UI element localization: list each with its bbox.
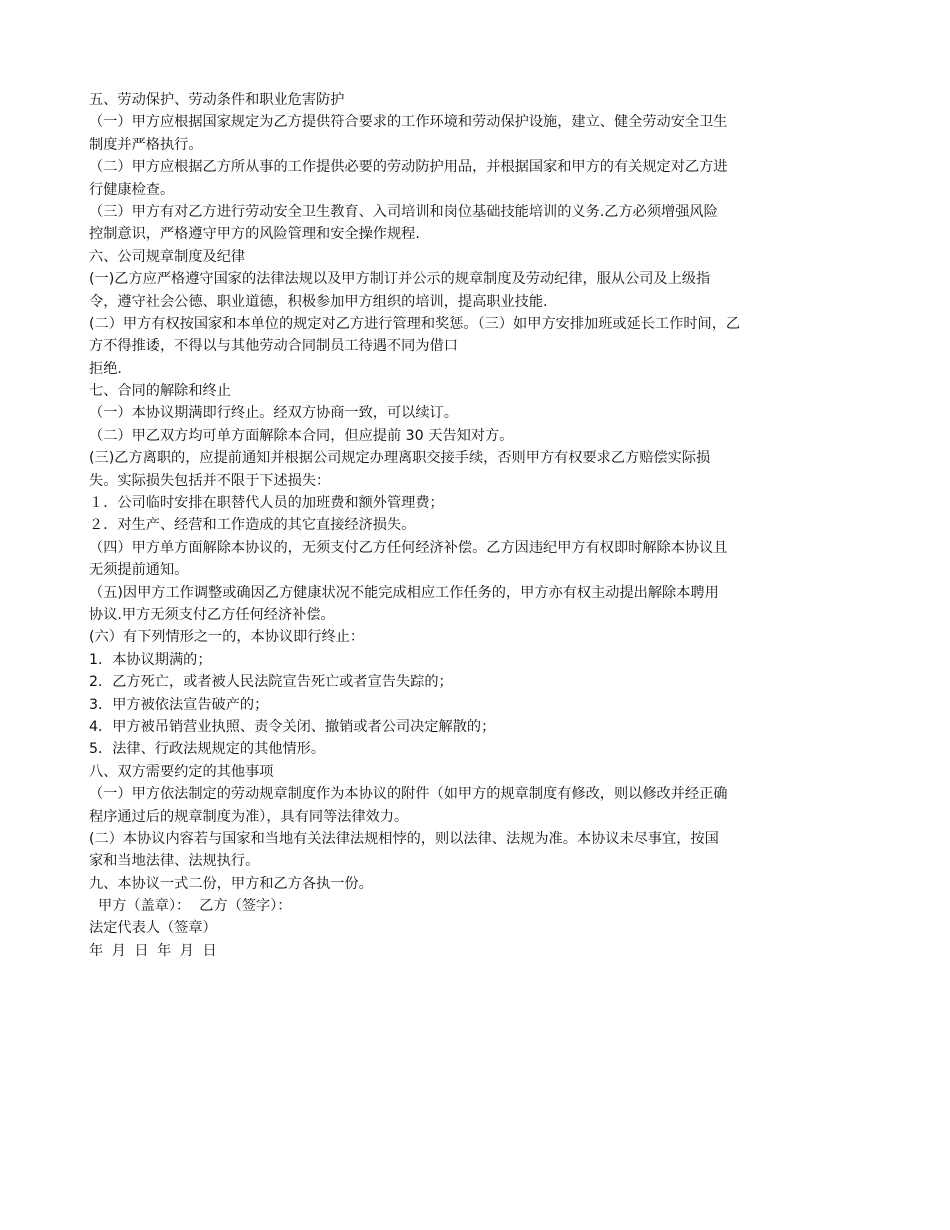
paragraph-line: 行健康检查。 [89,181,175,198]
paragraph-line: 拒绝. [89,360,122,377]
paragraph-line: （三）甲方有对乙方进行劳动安全卫生教育、入司培训和岗位基础技能培训的义务.乙方必须增强风险 [89,203,718,220]
paragraph-line: 协议.甲方无须支付乙方任何经济补偿。 [89,606,335,623]
section-heading-7: 七、合同的解除和终止 [89,383,231,400]
paragraph-line: （二）甲方应根据乙方所从事的工作提供必要的劳动防护用品，并根据国家和甲方的有关规定对乙方进 [89,159,728,176]
list-item: 4．甲方被吊销营业执照、责令关闭、撤销或者公司决定解散的； [89,718,496,735]
section-heading-9: 九、本协议一式二份，甲方和乙方各执一份。 [89,875,373,892]
paragraph-line: 无须提前通知。 [89,562,189,579]
paragraph-line: （四）甲方单方面解除本协议的，无须支付乙方任何经济补偿。乙方因违纪甲方有权即时解除本协议且 [89,539,728,556]
legal-representative-line: 法定代表人（签章） [89,920,217,937]
list-item: 3．甲方被依法宣告破产的； [89,696,269,713]
list-item: ２．对生产、经营和工作造成的其它直接经济损失。 [89,517,416,534]
signature-parties-line: 甲方（盖章）： 乙方（签字）： [89,898,292,915]
contract-text [89,89,859,962]
paragraph-line: 制度并严格执行。 [89,136,203,153]
paragraph-line: 程序通过后的规章制度为准），具有同等法律效力。 [89,808,409,825]
paragraph-line: 令，遵守社会公德、职业道德，积极参加甲方组织的培训，提高职业技能. [89,293,548,310]
section-heading-8: 八、双方需要约定的其他事项 [89,763,274,780]
list-item: 1．本协议期满的； [89,651,212,668]
section-heading-5: 五、劳动保护、劳动条件和职业危害防护 [89,92,345,108]
list-item: 5．法律、行政法规规定的其他情形。 [89,741,326,758]
section-heading-6: 六、公司规章制度及纪律 [89,248,246,265]
paragraph-line: （五)因甲方工作调整或确因乙方健康状况不能完成相应工作任务的，甲方亦有权主动提出解除本聘用 [89,584,719,601]
paragraph-line: (一)乙方应严格遵守国家的法律法规以及甲方制订并公示的规章制度及劳动纪律，服从公司及上级指 [89,271,711,288]
paragraph-line: （一）本协议期满即行终止。经双方协商一致，可以续订。 [89,405,458,422]
paragraph-line: 家和当地法律、法规执行。 [89,853,260,870]
paragraph-line: (二）甲方有权按国家和本单位的规定对乙方进行管理和奖惩。（三）如甲方安排加班或延长工作时间，乙 [89,315,741,332]
paragraph-line: (三)乙方离职的，应提前通知并根据公司规定办理离职交接手续，否则甲方有权要求乙方赔偿实际损 [89,450,711,467]
paragraph-line: (六）有下列情形之一的，本协议即行终止： [89,629,365,646]
date-line: 年 月 日 年 月 日 [89,942,217,959]
paragraph-line: 控制意识，严格遵守甲方的风险管理和安全操作规程. [89,226,420,243]
paragraph-line: (二）本协议内容若与国家和当地有关法律法规相悖的，则以法律、法规为准。本协议未尽事宜，按国 [89,830,719,847]
paragraph-line: （二）甲乙双方均可单方面解除本合同，但应提前 30 天告知对方。 [89,427,514,444]
list-item: １．公司临时安排在职替代人员的加班费和额外管理费； [89,495,444,512]
list-item: 2．乙方死亡，或者被人民法院宣告死亡或者宣告失踪的； [89,674,453,691]
paragraph-line: （一）甲方应根据国家规定为乙方提供符合要求的工作环境和劳动保护设施，建立、健全劳动安全卫生 [89,114,728,131]
paragraph-line: （一）甲方依法制定的劳动规章制度作为本协议的附件（如甲方的规章制度有修改，则以修改并经正确 [89,786,728,803]
paragraph-line: 方不得推诿，不得以与其他劳动合同制员工待遇不同为借口 [89,338,458,355]
paragraph-line: 失。实际损失包括并不限于下述损失： [89,472,331,489]
